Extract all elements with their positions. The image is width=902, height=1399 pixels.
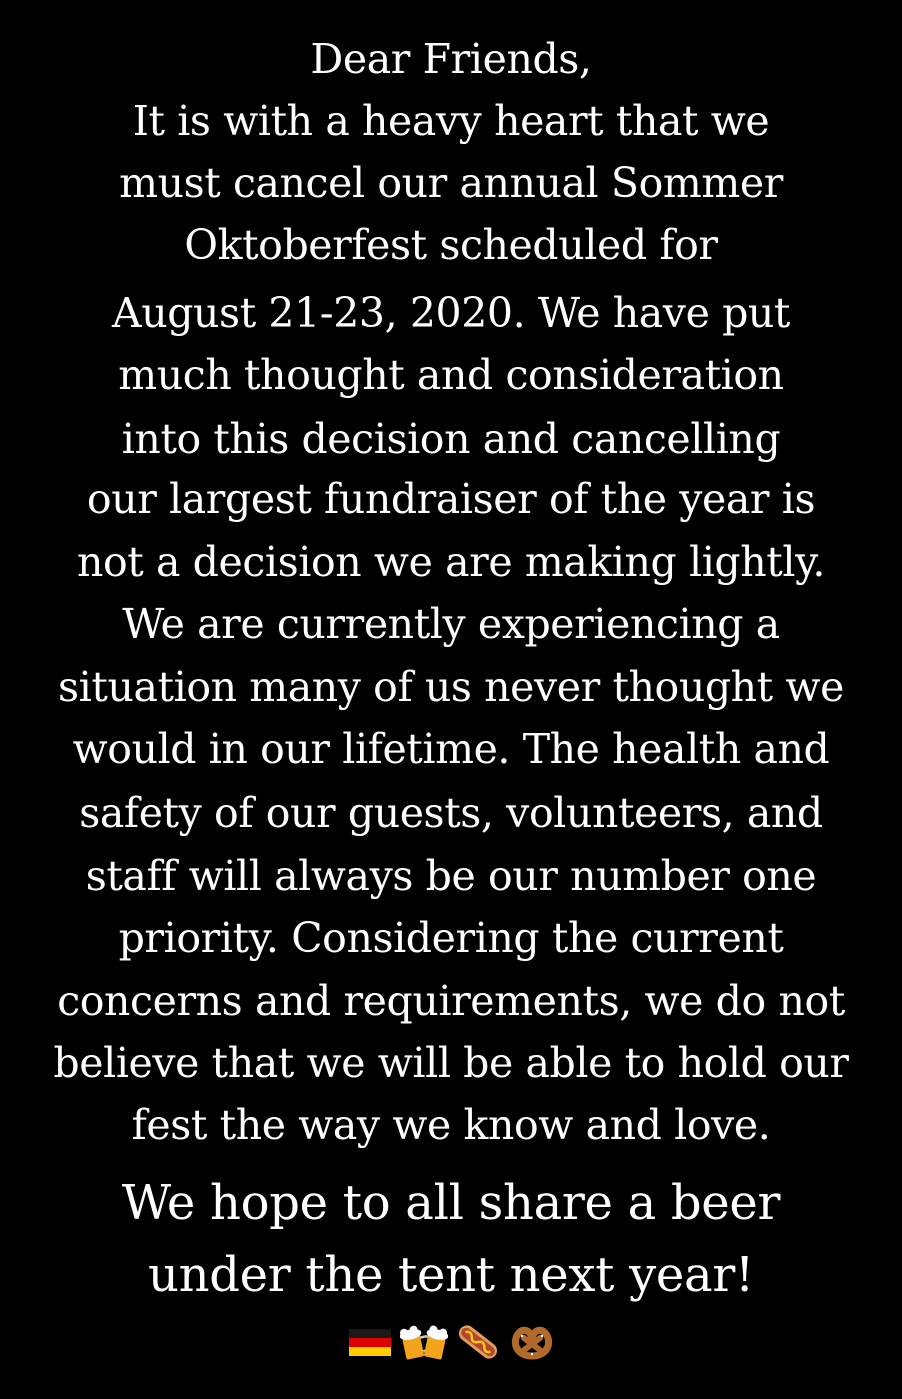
letter-line: concerns and requirements, we do not (57, 977, 845, 1025)
letter-line: believe that we will be able to hold our (53, 1039, 849, 1087)
letter-line: Oktoberfest scheduled for (184, 221, 718, 269)
letter-line: priority. Considering the current (118, 914, 784, 962)
closing-line: under the tent next year! (147, 1247, 754, 1303)
flag-stripe-red (349, 1338, 391, 1347)
letter-line: situation many of us never thought we (58, 663, 844, 711)
letter-line: would in our lifetime. The health and (72, 725, 830, 773)
letter-line: must cancel our annual Sommer (119, 159, 783, 207)
flag-stripe-black (349, 1329, 391, 1338)
letter-line: It is with a heavy heart that we (132, 97, 770, 145)
germany-flag-icon (346, 1320, 394, 1364)
letter-line: August 21-23, 2020. We have put (111, 289, 790, 337)
pretzel-icon (508, 1320, 556, 1364)
letter-line: not a decision we are making lightly. (76, 538, 826, 586)
letter-line: fest the way we know and love. (131, 1101, 771, 1149)
letter-line: into this decision and cancelling (121, 415, 781, 463)
letter-line: safety of our guests, volunteers, and (79, 789, 823, 837)
letter-line: We are currently experiencing a (122, 600, 780, 648)
flag-stripe-gold (349, 1347, 391, 1356)
emoji-row (0, 1320, 902, 1364)
closing-line: We hope to all share a beer (121, 1175, 781, 1231)
greeting-line: Dear Friends, (310, 35, 592, 83)
letter-line: much thought and consideration (118, 351, 784, 399)
hot-dog-icon (454, 1320, 502, 1364)
letter-line: staff will always be our number one (85, 852, 817, 900)
beer-mugs-icon (400, 1320, 448, 1364)
letter-line: our largest fundraiser of the year is (86, 475, 816, 523)
